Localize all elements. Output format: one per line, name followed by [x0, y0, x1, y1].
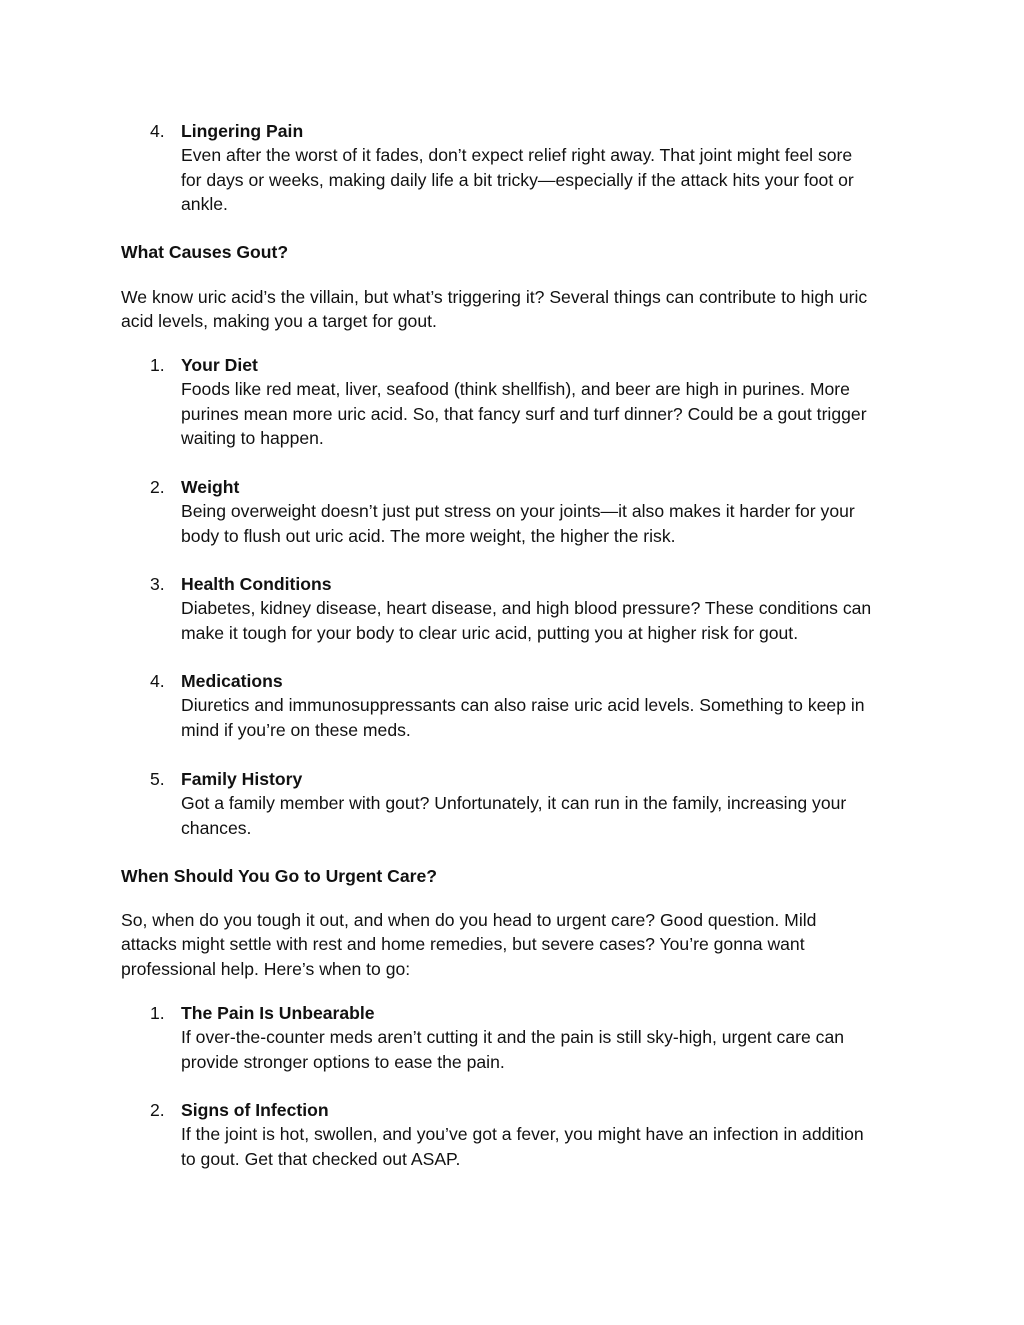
- list-number: 2.: [150, 1100, 165, 1120]
- list-number: 1.: [150, 1003, 165, 1023]
- list-number: 4.: [150, 671, 165, 691]
- paragraph-line: professional help. Here’s when to go:: [121, 958, 411, 979]
- list-item-line: Being overweight doesn’t just put stress on your joints—it also makes it harder for your: [181, 501, 855, 522]
- list-item-title: Signs of Infection: [181, 1100, 329, 1120]
- list-number: 1.: [150, 355, 165, 375]
- list-item-line: to gout. Get that checked out ASAP.: [181, 1148, 461, 1169]
- list-item-title: The Pain Is Unbearable: [181, 1003, 375, 1023]
- paragraph-line: attacks might settle with rest and home remedies, but severe cases? You’re gonna want: [121, 934, 805, 955]
- list-item-title: Lingering Pain: [181, 121, 304, 141]
- list-item-body: [181, 475, 911, 548]
- list-number: 2.: [150, 477, 165, 497]
- list-item-line: ankle.: [181, 194, 228, 215]
- causes-intro-paragraph: [121, 285, 911, 334]
- list-item-line: If the joint is hot, swollen, and you’ve got a fever, you might have an infection in addition: [181, 1124, 864, 1145]
- list-item-body: [181, 1098, 911, 1171]
- paragraph-line: We know uric acid’s the villain, but what’s triggering it? Several things can contribute to high uric: [121, 287, 868, 307]
- list-item-line: mind if you’re on these meds.: [181, 719, 411, 740]
- list-item-line: purines mean more uric acid. So, that fancy surf and turf dinner? Could be a gout trigger: [181, 403, 867, 424]
- list-item-line: body to flush out uric acid. The more weight, the higher the risk.: [181, 525, 676, 546]
- list-item-line: Got a family member with gout? Unfortunately, it can run in the family, increasing your: [181, 793, 847, 814]
- list-item-line: Foods like red meat, liver, seafood (think shellfish), and beer are high in purines. More: [181, 379, 850, 400]
- urgent-care-intro-paragraph: [121, 908, 911, 981]
- section-heading-urgent-care: When Should You Go to Urgent Care?: [121, 866, 438, 886]
- list-item-body: [181, 1001, 911, 1074]
- list-item-title: Family History: [181, 769, 303, 789]
- list-item-body: [181, 119, 911, 217]
- list-item-body: [181, 669, 911, 742]
- list-item-line: waiting to happen.: [181, 428, 324, 449]
- list-item-line: Even after the worst of it fades, don’t expect relief right away. That joint might feel sore: [181, 145, 853, 166]
- list-item-line: Diabetes, kidney disease, heart disease, and high blood pressure? These conditions can: [181, 598, 872, 619]
- list-item-title: Health Conditions: [181, 574, 332, 594]
- list-item-line: chances.: [181, 817, 252, 838]
- list-item-line: make it tough for your body to clear uric acid, putting you at higher risk for gout.: [181, 622, 799, 643]
- section-heading-causes: What Causes Gout?: [121, 242, 289, 262]
- list-number: 4.: [150, 121, 165, 141]
- list-item-body: [181, 353, 911, 451]
- list-item-body: [181, 767, 911, 840]
- paragraph-line: acid levels, making you a target for gout.: [121, 311, 437, 332]
- list-item-body: [181, 572, 911, 645]
- list-number: 3.: [150, 574, 165, 594]
- list-item-title: Weight: [181, 477, 240, 497]
- list-number: 5.: [150, 769, 165, 789]
- list-item-line: Diuretics and immunosuppressants can also raise uric acid levels. Something to keep in: [181, 695, 865, 716]
- list-item-title: Your Diet: [181, 355, 258, 375]
- list-item-line: If over-the-counter meds aren’t cutting it and the pain is still sky-high, urgent care can: [181, 1027, 845, 1048]
- list-item-title: Medications: [181, 671, 283, 691]
- paragraph-line: So, when do you tough it out, and when do you head to urgent care? Good question. Mild: [121, 910, 817, 930]
- list-item-line: provide stronger options to ease the pain.: [181, 1051, 505, 1072]
- list-item-line: for days or weeks, making daily life a bit tricky—especially if the attack hits your foot or: [181, 169, 854, 190]
